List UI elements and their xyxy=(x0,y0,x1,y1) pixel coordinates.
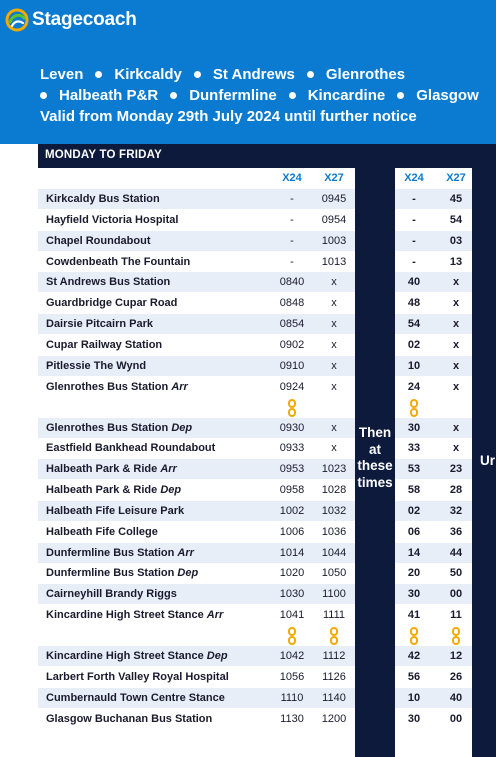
minutes-x27: x xyxy=(452,442,460,455)
minutes-x24: 56 xyxy=(407,670,421,683)
minutes-x27: 13 xyxy=(449,255,463,268)
route-separator-dot xyxy=(170,92,177,99)
minutes-x24: 42 xyxy=(407,650,421,662)
time-x24: 1056 xyxy=(279,670,305,683)
arr-dep-marker: Dep xyxy=(171,421,193,434)
brand-name: Stagecoach xyxy=(32,9,137,30)
minutes-x24: 14 xyxy=(407,546,421,559)
route-place: St Andrews xyxy=(212,66,295,83)
time-x24: 1130 xyxy=(280,712,304,725)
time-x24: 1110 xyxy=(280,691,304,704)
minutes-x27: x xyxy=(452,276,460,289)
arr-dep-marker: Arr xyxy=(160,463,177,476)
header-banner xyxy=(0,0,496,144)
minutes-x24: 41 xyxy=(407,609,421,622)
minutes-x27: 32 xyxy=(449,504,463,517)
time-x24: 1014 xyxy=(279,546,305,559)
time-x27: 1200 xyxy=(321,712,347,725)
time-x24: 0854 xyxy=(279,318,305,331)
minutes-x27: x xyxy=(452,318,460,331)
chain-link-icon xyxy=(451,627,461,645)
minutes-x24: 30 xyxy=(407,712,421,725)
stop-name: Glasgow Buchanan Bus Station xyxy=(46,712,213,725)
minutes-x24: - xyxy=(412,193,416,205)
time-x24: - xyxy=(290,213,294,226)
minutes-x27: 12 xyxy=(449,650,463,662)
chain-link-icon xyxy=(409,627,419,645)
stop-name: Kirkcaldy Bus Station xyxy=(46,193,160,205)
minutes-x24: - xyxy=(412,234,416,247)
minutes-x24: 58 xyxy=(407,484,421,497)
route-place: Dunfermline xyxy=(189,87,277,104)
chain-link-icon xyxy=(329,627,339,645)
arr-dep-marker: Arr xyxy=(171,380,188,393)
minutes-x24: 06 xyxy=(407,525,421,538)
route-line-1 xyxy=(40,66,405,83)
time-x24: 0924 xyxy=(279,380,305,393)
minutes-x27: x xyxy=(452,359,460,372)
minutes-x24: 30 xyxy=(407,421,421,434)
minutes-x27: 28 xyxy=(449,484,463,497)
minutes-x27: 11 xyxy=(450,609,462,622)
time-x24: 1002 xyxy=(279,504,305,517)
route-place: Kirkcaldy xyxy=(114,66,182,83)
time-x27: x xyxy=(331,359,337,372)
minutes-x24: - xyxy=(412,255,416,268)
route-place: Kincardine xyxy=(307,87,386,104)
cutoff-text: Ur xyxy=(480,453,496,468)
stop-name: St Andrews Bus Station xyxy=(46,276,171,289)
time-x24: 1030 xyxy=(279,588,305,601)
time-x27: x xyxy=(331,442,337,455)
time-x27: 1032 xyxy=(321,504,347,517)
minutes-x27: 50 xyxy=(449,567,463,580)
time-x27: 1023 xyxy=(321,463,347,476)
route-place: Glenrothes xyxy=(325,66,406,83)
minutes-x27: x xyxy=(452,380,460,393)
stagecoach-swirl-icon xyxy=(5,8,29,32)
route-place: Glasgow xyxy=(416,87,479,104)
time-x27: 1126 xyxy=(322,670,346,683)
stop-name: Kincardine High Street Stance Dep xyxy=(46,650,228,662)
time-x27: x xyxy=(331,318,337,331)
minutes-x24: 54 xyxy=(407,318,421,331)
time-x27: 1044 xyxy=(321,546,347,559)
stop-name: Eastfield Bankhead Roundabout xyxy=(46,442,216,455)
time-x27: x xyxy=(331,421,337,434)
route-place: Leven xyxy=(40,66,84,83)
time-x24: 0848 xyxy=(279,297,305,310)
minutes-x27: 00 xyxy=(449,712,463,725)
stop-name: Glenrothes Bus Station Arr xyxy=(46,380,188,393)
minutes-x24: 20 xyxy=(407,567,421,580)
time-x24: 1041 xyxy=(279,609,305,622)
validity-notice: Valid from Monday 29th July 2024 until further notice xyxy=(40,108,417,125)
minutes-x27: 00 xyxy=(449,588,463,601)
route-separator-dot xyxy=(40,92,47,99)
time-x24: - xyxy=(290,255,294,268)
stop-name: Halbeath Park & Ride Arr xyxy=(46,463,177,476)
time-x27: x xyxy=(331,380,337,393)
stop-name: Guardbridge Cupar Road xyxy=(46,297,178,310)
time-x27: 1111 xyxy=(322,609,346,622)
arr-dep-marker: Dep xyxy=(177,567,199,580)
stop-name: Halbeath Park & Ride Dep xyxy=(46,484,182,497)
time-x27: x xyxy=(331,276,337,289)
time-x24: 1020 xyxy=(279,567,305,580)
minutes-x27: 44 xyxy=(449,546,463,559)
time-x24: 0902 xyxy=(279,338,305,351)
time-x27: 0954 xyxy=(321,213,347,226)
time-x27: 1003 xyxy=(321,234,347,247)
time-x24: - xyxy=(290,193,294,205)
route-separator-dot xyxy=(397,92,404,99)
route-separator-dot xyxy=(289,92,296,99)
stop-name: Cairneyhill Brandy Riggs xyxy=(46,588,177,601)
minutes-x24: 02 xyxy=(407,504,421,517)
time-x27: x xyxy=(331,338,337,351)
chain-link-icon xyxy=(287,627,297,645)
minutes-x24: 33 xyxy=(407,442,421,455)
time-x24: - xyxy=(290,234,294,247)
stop-name: Larbert Forth Valley Royal Hospital xyxy=(46,670,229,683)
column-header-x24-repeat: X24 xyxy=(404,172,424,184)
time-x24: 0930 xyxy=(279,421,305,434)
stop-name: Cowdenbeath The Fountain xyxy=(46,255,191,268)
time-x27: 0945 xyxy=(321,193,347,205)
minutes-x27: 26 xyxy=(449,670,463,683)
time-x27: x xyxy=(331,297,337,310)
section-title: MONDAY TO FRIDAY xyxy=(45,149,162,161)
time-x24: 0910 xyxy=(279,359,305,372)
minutes-x27: x xyxy=(452,338,460,351)
stop-name: Halbeath Fife Leisure Park xyxy=(46,504,185,517)
stop-name: Kincardine High Street Stance Arr xyxy=(46,609,224,622)
minutes-x24: 48 xyxy=(407,297,421,310)
arr-dep-marker: Dep xyxy=(160,484,182,497)
time-x24: 1042 xyxy=(279,650,305,662)
minutes-x27: 54 xyxy=(449,213,463,226)
stop-name: Cumbernauld Town Centre Stance xyxy=(46,691,225,704)
time-x27: 1100 xyxy=(322,588,346,601)
stop-name: Dairsie Pitcairn Park xyxy=(46,318,154,331)
minutes-x27: 03 xyxy=(449,234,463,247)
minutes-x24: 10 xyxy=(407,359,421,372)
minutes-x24: 53 xyxy=(407,463,421,476)
column-header-x27-repeat: X27 xyxy=(446,172,466,184)
route-separator-dot xyxy=(95,71,102,78)
minutes-x24: 24 xyxy=(407,380,421,393)
route-line-2 xyxy=(40,87,479,104)
stop-name: Dunfermline Bus Station Arr xyxy=(46,546,194,559)
stop-name: Dunfermline Bus Station Dep xyxy=(46,567,199,580)
time-x27: 1036 xyxy=(321,525,347,538)
time-x27: 1112 xyxy=(322,650,346,662)
stop-name: Pitlessie The Wynd xyxy=(46,359,147,372)
minutes-x24: 30 xyxy=(407,588,421,601)
time-x24: 0958 xyxy=(279,484,305,497)
stop-name: Halbeath Fife College xyxy=(46,525,158,538)
minutes-x27: x xyxy=(452,297,460,310)
minutes-x27: 45 xyxy=(449,193,463,205)
stop-name: Chapel Roundabout xyxy=(46,234,151,247)
chain-link-icon xyxy=(409,399,419,417)
minutes-x27: x xyxy=(452,421,460,434)
route-separator-dot xyxy=(307,71,314,78)
time-x24: 1006 xyxy=(279,525,305,538)
stagecoach-logo xyxy=(5,7,137,33)
time-x27: 1013 xyxy=(321,255,347,268)
minutes-x27: 23 xyxy=(449,463,463,476)
time-x27: 1028 xyxy=(321,484,347,497)
arr-dep-marker: Arr xyxy=(206,609,224,622)
column-header-x24: X24 xyxy=(282,172,302,184)
minutes-x24: - xyxy=(412,213,416,226)
arr-dep-marker: Arr xyxy=(177,546,194,559)
time-x27: 1140 xyxy=(322,691,346,704)
minutes-x24: 02 xyxy=(407,338,421,351)
minutes-x24: 10 xyxy=(407,691,421,704)
column-header-x27: X27 xyxy=(324,172,344,184)
chain-link-icon xyxy=(287,399,297,417)
minutes-x27: 36 xyxy=(449,525,463,538)
route-place: Halbeath P&R xyxy=(59,87,159,104)
then-at-these-times: Then at these times xyxy=(357,425,393,490)
minutes-x24: 40 xyxy=(407,276,421,289)
time-x24: 0953 xyxy=(279,463,305,476)
stop-name: Hayfield Victoria Hospital xyxy=(46,213,179,226)
stop-name: Cupar Railway Station xyxy=(46,338,163,351)
time-x24: 0933 xyxy=(279,442,305,455)
stop-name: Glenrothes Bus Station Dep xyxy=(46,421,193,434)
time-x24: 0840 xyxy=(279,276,305,289)
route-separator-dot xyxy=(194,71,201,78)
minutes-x27: 40 xyxy=(449,691,463,704)
arr-dep-marker: Dep xyxy=(206,650,228,662)
time-x27: 1050 xyxy=(321,567,347,580)
